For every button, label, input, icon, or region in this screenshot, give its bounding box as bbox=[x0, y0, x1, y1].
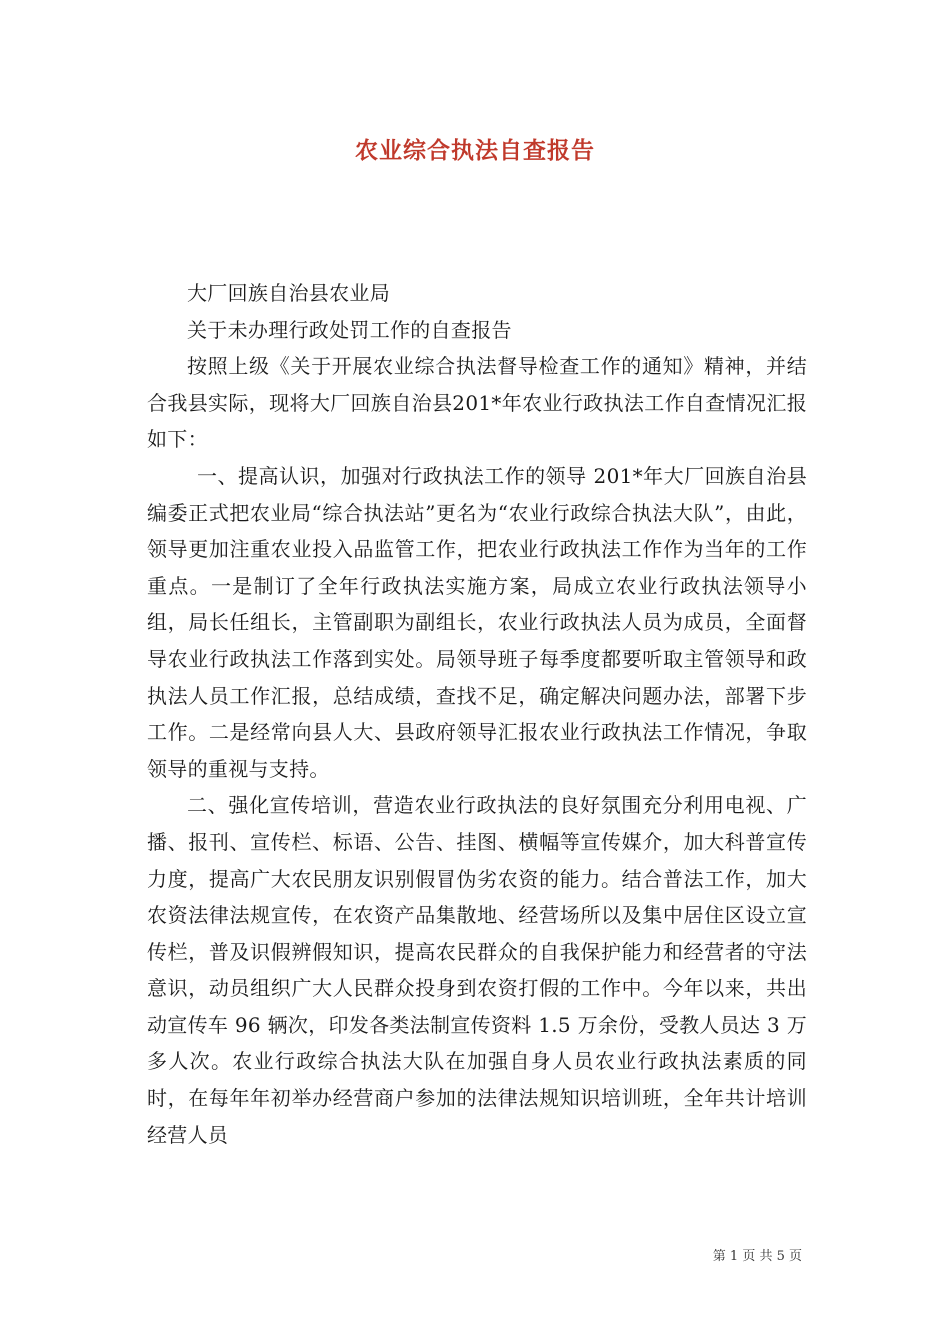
org-line: 大厂回族自治县农业局 bbox=[187, 281, 390, 305]
paragraph-intro: 按照上级《关于开展农业综合执法督导检查工作的通知》精神，并结合我县实际，现将大厂回族自治县201*年农业行政执法工作自查情况汇报如下： bbox=[147, 354, 807, 452]
document-title: 农业综合执法自查报告 bbox=[355, 137, 595, 164]
document-body bbox=[147, 275, 807, 1153]
paragraph-section-1: 一、提高认识，加强对行政执法工作的领导 201*年大厂回族自治县编委正式把农业局“综合执法站”更名为“农业行政综合执法大队”，由此，领导更加注重农业投入品监管工作，把农业行政执法工作作为当年的工作重点。一是制订了全年行政执法实施方案，局成立农业行政执法领导小组，局长任组长，主管副职为副组长，农业行政执法人员为成员，全面督导农业行政执法工作落到实处。局领导班子每季度都要听取主管领导和政执法人员工作汇报，总结成绩，查找不足，确定解决问题办法，部署下步工作。二是经常向县人大、县政府领导汇报农业行政执法工作情况，争取领导的重视与支持。 bbox=[147, 463, 807, 781]
page-number: 第 1 页 共 5 页 bbox=[712, 1249, 802, 1264]
report-subtitle: 关于未办理行政处罚工作的自查报告 bbox=[187, 317, 512, 342]
paragraph-section-2: 二、强化宣传培训，营造农业行政执法的良好氛围充分利用电视、广播、报刊、宣传栏、标语、公告、挂图、横幅等宣传媒介，加大科普宣传力度，提高广大农民朋友识别假冒伪劣农资的能力。结合普法工作，加大农资法律法规宣传，在农资产品集散地、经营场所以及集中居住区设立宣传栏，普及识假辨假知识，提高农民群众的自我保护能力和经营者的守法意识，动员组织广大人民群众投身到农资打假的工作中。今年以来，共出动宣传车 96 辆次，印发各类法制宣传资料 1.5 万余份，受教人员达 3 万多人次。农业行政综合执法大队在加强自身人员农业行政执法素质的同时，在每年年初举办经营商户参加的法律法规知识培训班，全年共计培训经营人员 bbox=[147, 793, 807, 1147]
